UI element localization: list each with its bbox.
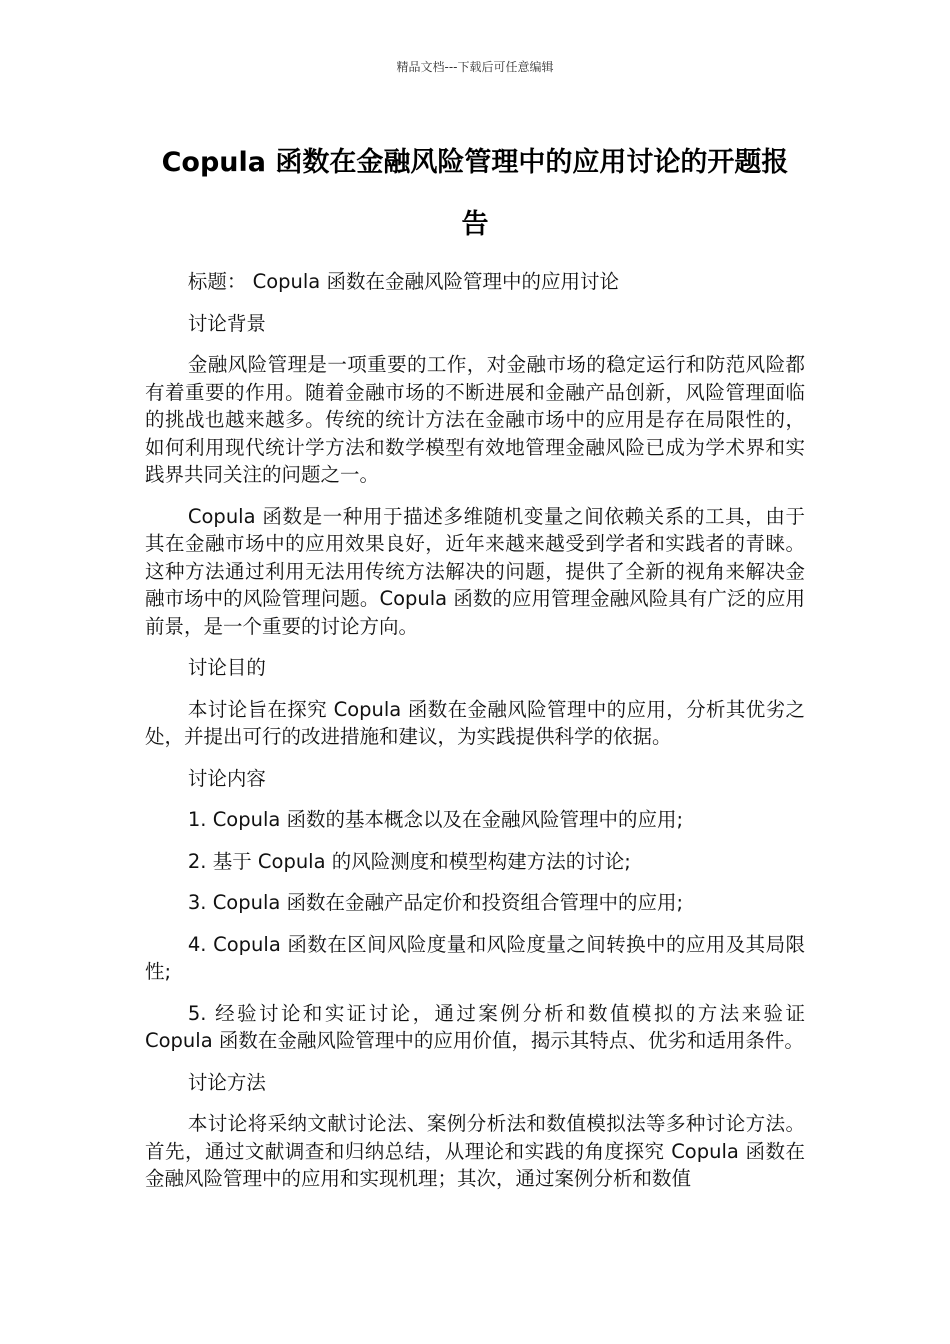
purpose-paragraph: 本讨论旨在探究 Copula 函数在金融风险管理中的应用，分析其优劣之处，并提出可行的改进措施和建议，为实践提供科学的依据。 xyxy=(145,697,805,748)
content-item-5: 5. 经验讨论和实证讨论，通过案例分析和数值模拟的方法来验证 Copula 函数在金融风险管理中的应用价值，揭示其特点、优劣和适用条件。 xyxy=(145,1001,805,1052)
background-paragraph-2: Copula 函数是一种用于描述多维随机变量之间依赖关系的工具，由于其在金融市场中的应用效果良好，近年来越来越受到学者和实践者的青睐。这种方法通过利用无法用传统方法解决的问题，提供了全新的视角来解决金融市场中的风险管理问题。Copula 函数的应用管理金融风险具有广泛的应用前景，是一个重要的讨论方向。 xyxy=(145,504,805,638)
document-title: Copula 函数在金融风险管理中的应用讨论的开题报告 xyxy=(161,147,789,240)
title-label-line: 标题： Copula 函数在金融风险管理中的应用讨论 xyxy=(187,270,619,293)
method-paragraph: 本讨论将采纳文献讨论法、案例分析法和数值模拟法等多种讨论方法。首先，通过文献调查和归纳总结，从理论和实践的角度探究 Copula 函数在金融风险管理中的应用和实现机理；其次，通过案例分析和数值 xyxy=(145,1112,805,1190)
method-heading: 讨论方法 xyxy=(187,1070,266,1094)
content-item-3: 3. Copula 函数在金融产品定价和投资组合管理中的应用; xyxy=(187,891,684,914)
background-heading: 讨论背景 xyxy=(187,311,266,335)
content-heading: 讨论内容 xyxy=(187,766,266,790)
document-body xyxy=(145,268,805,1207)
content-item-4: 4. Copula 函数在区间风险度量和风险度量之间转换中的应用及其局限性; xyxy=(145,932,805,983)
document-header-note: 精品文档---下载后可任意编辑 xyxy=(396,60,554,74)
content-item-2: 2. 基于 Copula 的风险测度和模型构建方法的讨论; xyxy=(187,849,631,873)
background-paragraph-1: 金融风险管理是一项重要的工作，对金融市场的稳定运行和防范风险都有着重要的作用。随着金融市场的不断进展和金融产品创新，风险管理面临的挑战也越来越多。传统的统计方法在金融市场中的应用是存在局限性的，如何利用现代统计学方法和数学模型有效地管理金融风险已成为学术界和实践界共同关注的问题之一。 xyxy=(145,353,805,486)
purpose-heading: 讨论目的 xyxy=(187,656,266,679)
content-item-1: 1. Copula 函数的基本概念以及在金融风险管理中的应用; xyxy=(187,808,684,831)
